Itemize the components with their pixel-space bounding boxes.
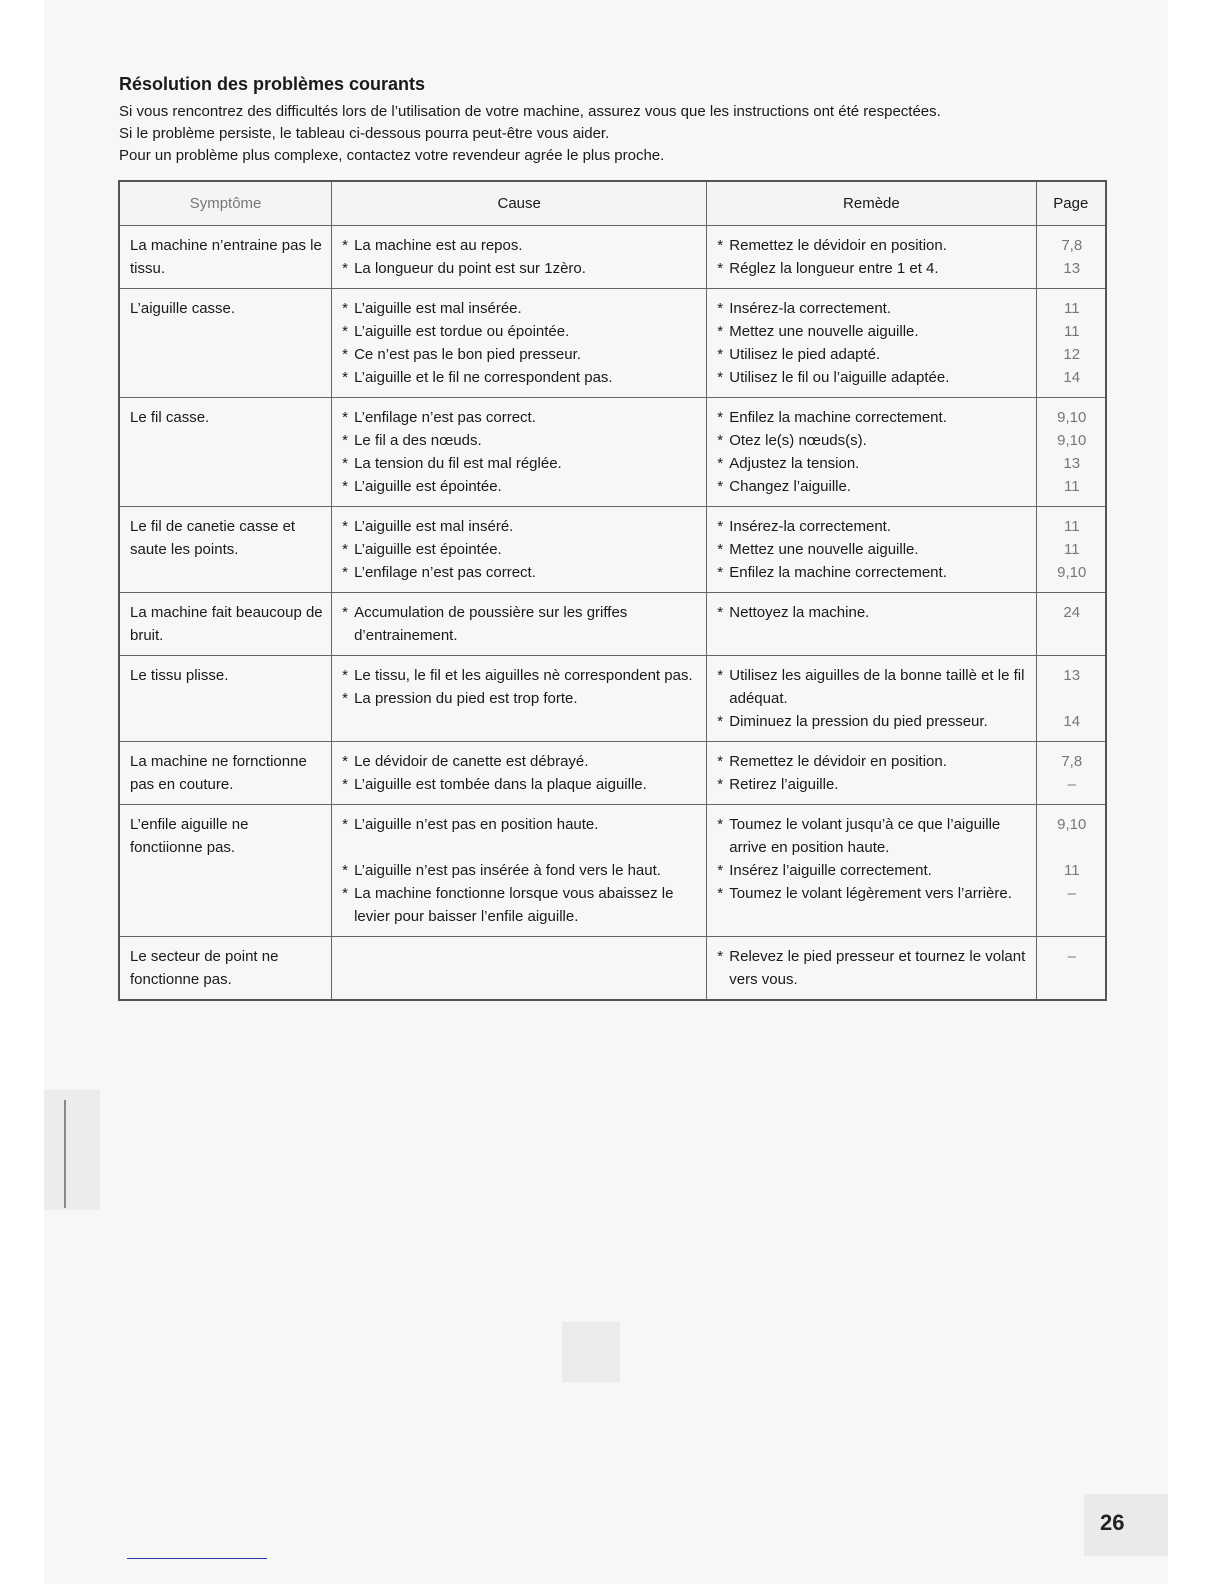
page-title: Résolution des problèmes courants: [119, 74, 426, 94]
cause-item: * L’enfilage n’est pas correct.: [342, 561, 698, 584]
table-row: [119, 656, 1106, 742]
symptom-cell: La machine n’entraine pas le tissu.: [119, 226, 332, 289]
symptom-cell: Le secteur de point ne fonctionne pas.: [119, 937, 332, 1001]
table-row: [119, 937, 1106, 1001]
page-ref: 13: [1063, 667, 1081, 684]
header-symptom: Symptôme: [119, 181, 332, 226]
page-ref: 11: [1063, 300, 1080, 317]
remedy-cell: [707, 289, 1036, 398]
page-ref: 12: [1063, 346, 1081, 363]
header-page: Page: [1036, 181, 1106, 226]
footer-rule: [127, 1558, 267, 1559]
cause-cell: [332, 398, 707, 507]
intro-line: Si vous rencontrez des difficultés lors de l’utilisation de votre machine, assurez vous que les instructions ont été respectées.: [119, 103, 941, 120]
page-number-tab: [1084, 1494, 1168, 1556]
symptom-cell: Le fil de canetie casse et saute les points.: [119, 507, 332, 593]
header-remedy: Remède: [707, 181, 1036, 226]
page-ref: 24: [1063, 604, 1081, 621]
remedy-item: * Toumez le volant légèrement vers l’arrière.: [717, 882, 1027, 905]
remedy-cell: [707, 398, 1036, 507]
page-ref: 11: [1063, 518, 1080, 535]
symptom-cell: Le tissu plisse.: [119, 656, 332, 742]
table-row: [119, 593, 1106, 656]
page-cell: [1036, 593, 1106, 656]
page-ref: 9,10: [1057, 432, 1087, 449]
remedy-cell: [707, 593, 1036, 656]
page-ref: –: [1067, 776, 1076, 793]
page-cell: [1036, 937, 1106, 1001]
remedy-cell: [707, 742, 1036, 805]
remedy-item: * Utilisez le fil ou l’aiguille adaptée.: [717, 366, 1027, 389]
symptom-cell: La machine fait beaucoup de bruit.: [119, 593, 332, 656]
cause-item: * L’aiguille est tombée dans la plaque aiguille.: [342, 773, 698, 796]
document-header: [119, 74, 1109, 167]
cause-item: * Le tissu, le fil et les aiguilles nè correspondent pas.: [342, 664, 698, 687]
remedy-cell: [707, 656, 1036, 742]
page-ref: 13: [1063, 260, 1081, 277]
cause-item: * La machine fonctionne lorsque vous abaissez le levier pour baisser l’enfile aiguille.: [342, 882, 698, 928]
remedy-item: * Mettez une nouvelle aiguille.: [717, 320, 1027, 343]
remedy-item: * Diminuez la pression du pied presseur.: [717, 710, 1027, 733]
cause-item: * La machine est au repos.: [342, 234, 698, 257]
cause-item: * L’aiguille et le fil ne correspondent pas.: [342, 366, 698, 389]
page-cell: [1036, 656, 1106, 742]
symptom-cell: L’aiguille casse.: [119, 289, 332, 398]
cause-item: * Le fil a des nœuds.: [342, 429, 698, 452]
remedy-item: * Enfilez la machine correctement.: [717, 406, 1027, 429]
remedy-item: * Nettoyez la machine.: [717, 601, 1027, 624]
symptom-cell: La machine ne fornctionne pas en couture.: [119, 742, 332, 805]
remedy-item: * Changez l’aiguille.: [717, 475, 1027, 498]
page-cell: [1036, 398, 1106, 507]
page-ref: 7,8: [1061, 237, 1083, 254]
remedy-item: * Adjustez la tension.: [717, 452, 1027, 475]
table-row: [119, 805, 1106, 937]
cause-item: * La tension du fil est mal réglée.: [342, 452, 698, 475]
table-row: [119, 398, 1106, 507]
header-cause: Cause: [332, 181, 707, 226]
cause-item: * L’aiguille est mal insérée.: [342, 297, 698, 320]
cause-cell: [332, 656, 707, 742]
remedy-item: * Enfilez la machine correctement.: [717, 561, 1027, 584]
cause-item: * Accumulation de poussière sur les griffes d’entrainement.: [342, 601, 698, 647]
remedy-item: * Utilisez les aiguilles de la bonne taillè et le fil adéquat.: [717, 664, 1027, 710]
remedy-item: * Mettez une nouvelle aiguille.: [717, 538, 1027, 561]
symptom-cell: Le fil casse.: [119, 398, 332, 507]
page-ref: –: [1067, 885, 1076, 902]
page-ref: 14: [1063, 713, 1081, 730]
page-ref: 9,10: [1057, 564, 1087, 581]
page-ref: 13: [1063, 455, 1081, 472]
remedy-item: * Insérez l’aiguille correctement.: [717, 859, 1027, 882]
remedy-item: * Toumez le volant jusqu’à ce que l’aiguille arrive en position haute.: [717, 813, 1027, 859]
page-cell: [1036, 226, 1106, 289]
cause-cell: [332, 289, 707, 398]
cause-cell: [332, 507, 707, 593]
remedy-cell: [707, 937, 1036, 1001]
intro-text: [119, 101, 1109, 167]
page-ref: 11: [1063, 862, 1080, 879]
page-cell: [1036, 289, 1106, 398]
remedy-cell: [707, 507, 1036, 593]
symptom-cell: L’enfile aiguille ne fonctiionne pas.: [119, 805, 332, 937]
scan-edge-shadow: [44, 1090, 100, 1210]
remedy-item: * Insérez-la correctement.: [717, 297, 1027, 320]
cause-cell: [332, 742, 707, 805]
remedy-item: * Retirez l’aiguille.: [717, 773, 1027, 796]
cause-cell: [332, 593, 707, 656]
intro-line: Si le problème persiste, le tableau ci-dessous pourra peut-être vous aider.: [119, 125, 610, 142]
cause-item: * L’aiguille est mal inséré.: [342, 515, 698, 538]
remedy-cell: [707, 226, 1036, 289]
page-ref: 7,8: [1061, 753, 1083, 770]
scan-edge-mark: [64, 1100, 66, 1208]
remedy-item: * Remettez le dévidoir en position.: [717, 750, 1027, 773]
cause-cell: [332, 226, 707, 289]
scan-artifact: [562, 1322, 620, 1382]
table-row: [119, 226, 1106, 289]
page-ref: 14: [1063, 369, 1081, 386]
cause-item: * L’aiguille est tordue ou épointée.: [342, 320, 698, 343]
page-cell: [1036, 507, 1106, 593]
page-cell: [1036, 805, 1106, 937]
page-cell: [1036, 742, 1106, 805]
remedy-cell: [707, 805, 1036, 937]
table-header-row: [119, 181, 1106, 226]
cause-item: * La longueur du point est sur 1zèro.: [342, 257, 698, 280]
remedy-item: * Réglez la longueur entre 1 et 4.: [717, 257, 1027, 280]
remedy-item: * Relevez le pied presseur et tournez le volant vers vous.: [717, 945, 1027, 991]
cause-item: * L’aiguille est épointée.: [342, 475, 698, 498]
page-ref: 9,10: [1057, 409, 1087, 426]
cause-item: * Le dévidoir de canette est débrayé.: [342, 750, 698, 773]
remedy-item: * Insérez-la correctement.: [717, 515, 1027, 538]
table-row: [119, 507, 1106, 593]
cause-item: * La pression du pied est trop forte.: [342, 687, 698, 710]
table-row: [119, 289, 1106, 398]
remedy-item: * Otez le(s) nœuds(s).: [717, 429, 1027, 452]
page-ref: 9,10: [1057, 816, 1087, 833]
cause-item: * L’aiguille n’est pas insérée à fond vers le haut.: [342, 859, 698, 882]
page-number: 26: [1100, 1510, 1125, 1535]
intro-line: Pour un problème plus complexe, contactez votre revendeur agrée le plus proche.: [119, 147, 665, 164]
page-ref: 11: [1063, 478, 1080, 495]
page-ref: –: [1067, 948, 1076, 965]
cause-item: * L’aiguille est épointée.: [342, 538, 698, 561]
cause-item: * L’aiguille n’est pas en position haute.: [342, 813, 698, 836]
troubleshooting-table: [118, 180, 1107, 1001]
table-row: [119, 742, 1106, 805]
remedy-item: * Utilisez le pied adapté.: [717, 343, 1027, 366]
page-ref: 11: [1063, 541, 1080, 558]
cause-cell: [332, 805, 707, 937]
cause-item: * L’enfilage n’est pas correct.: [342, 406, 698, 429]
cause-cell: [332, 937, 707, 1001]
cause-item: * Ce n’est pas le bon pied presseur.: [342, 343, 698, 366]
page-ref: 11: [1063, 323, 1080, 340]
remedy-item: * Remettez le dévidoir en position.: [717, 234, 1027, 257]
